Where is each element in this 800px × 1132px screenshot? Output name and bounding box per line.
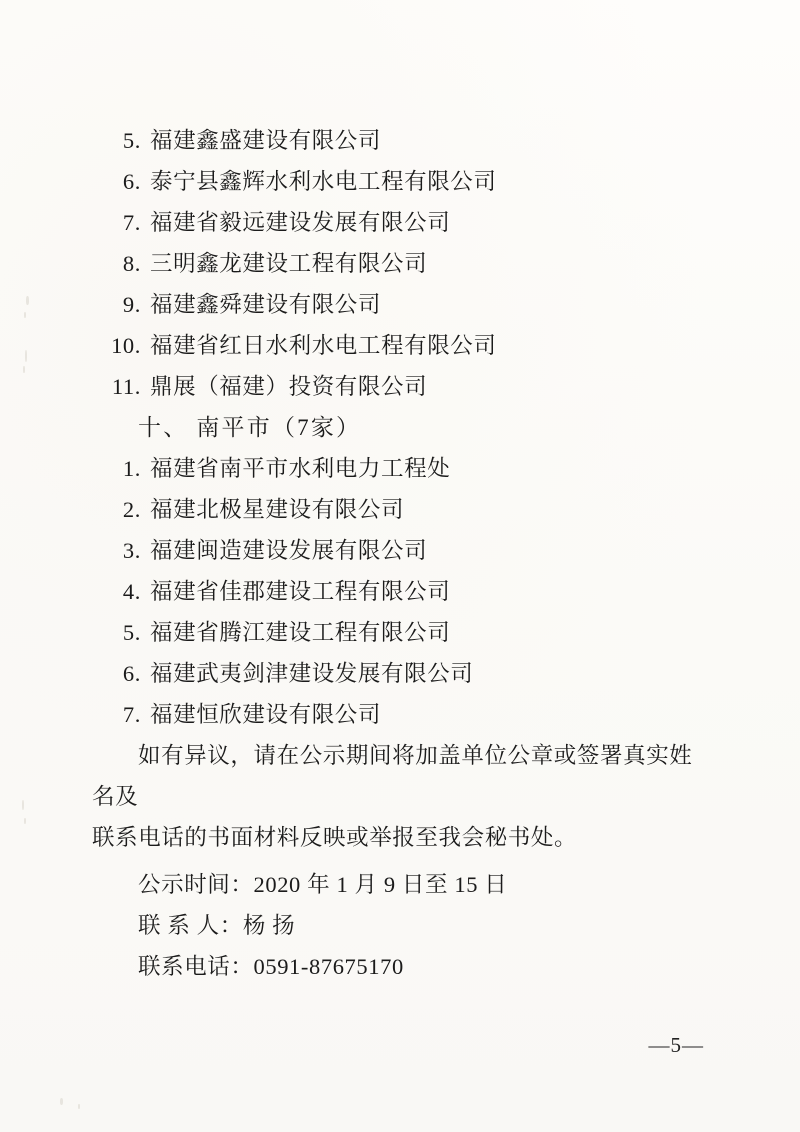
list-item-label: 福建省南平市水利电力工程处 <box>150 456 451 481</box>
paper-speckle <box>26 296 29 305</box>
list-item-number: 7. <box>122 210 141 235</box>
list-item <box>92 202 708 243</box>
list-item-number: 5. <box>122 620 141 645</box>
list-item-number: 4. <box>122 579 141 604</box>
list-item-label: 福建省佳郡建设工程有限公司 <box>150 579 451 604</box>
list-item <box>92 448 708 489</box>
list-item <box>92 694 708 735</box>
contact-person: 联 系 人：杨 扬 <box>138 913 296 938</box>
list-item-number: 11. <box>111 374 141 399</box>
list-item <box>92 571 708 612</box>
list-item <box>92 120 708 161</box>
continued-company-list <box>92 120 708 407</box>
publicity-time: 公示时间：2020 年 1 月 9 日至 15 日 <box>138 872 508 897</box>
paper-speckle <box>60 1098 63 1105</box>
paper-speckle <box>25 350 27 362</box>
paper-speckle <box>22 800 24 810</box>
paper-speckle <box>24 312 26 318</box>
notice-paragraph-line2: 联系电话的书面材料反映或举报至我会秘书处。 <box>92 825 578 850</box>
list-item-number: 10. <box>111 333 141 358</box>
list-item-number: 8. <box>122 251 141 276</box>
list-item-number: 2. <box>122 497 141 522</box>
list-item-label: 福建北极星建设有限公司 <box>150 497 405 522</box>
list-item <box>92 612 708 653</box>
list-item-label: 三明鑫龙建设工程有限公司 <box>150 251 428 276</box>
list-item-number: 6. <box>122 661 141 686</box>
list-item <box>92 530 708 571</box>
list-item <box>92 284 708 325</box>
list-item-label: 福建恒欣建设有限公司 <box>150 702 382 727</box>
list-item-label: 泰宁县鑫辉水利水电工程有限公司 <box>150 169 497 194</box>
list-item-label: 福建闽造建设发展有限公司 <box>150 538 428 563</box>
paper-speckle <box>23 366 25 373</box>
list-item-number: 9. <box>122 292 141 317</box>
list-item-number: 7. <box>122 702 141 727</box>
list-item-label: 福建省红日水利水电工程有限公司 <box>150 333 497 358</box>
list-item <box>92 161 708 202</box>
nanping-company-list <box>92 448 708 735</box>
list-item-number: 1. <box>122 456 141 481</box>
list-item <box>92 243 708 284</box>
page-number: —5— <box>648 1033 704 1057</box>
list-item-number: 3. <box>122 538 141 563</box>
contact-phone: 联系电话：0591-87675170 <box>138 954 404 979</box>
list-item <box>92 325 708 366</box>
notice-paragraph-line1: 如有异议，请在公示期间将加盖单位公章或签署真实姓名及 <box>92 743 693 809</box>
list-item-label: 福建省腾江建设工程有限公司 <box>150 620 451 645</box>
list-item-number: 5. <box>122 128 141 153</box>
list-item-label: 福建鑫舜建设有限公司 <box>150 292 382 317</box>
list-item <box>92 366 708 407</box>
paper-speckle <box>78 1104 80 1109</box>
list-item-label: 鼎展（福建）投资有限公司 <box>150 374 428 399</box>
list-item <box>92 653 708 694</box>
list-item-label: 福建鑫盛建设有限公司 <box>150 128 382 153</box>
list-item-number: 6. <box>122 169 141 194</box>
list-item-label: 福建省毅远建设发展有限公司 <box>150 210 451 235</box>
section-heading: 十、 南平市（7家） <box>138 415 362 440</box>
list-item-label: 福建武夷剑津建设发展有限公司 <box>150 661 474 686</box>
paper-speckle <box>24 818 26 824</box>
list-item <box>92 489 708 530</box>
